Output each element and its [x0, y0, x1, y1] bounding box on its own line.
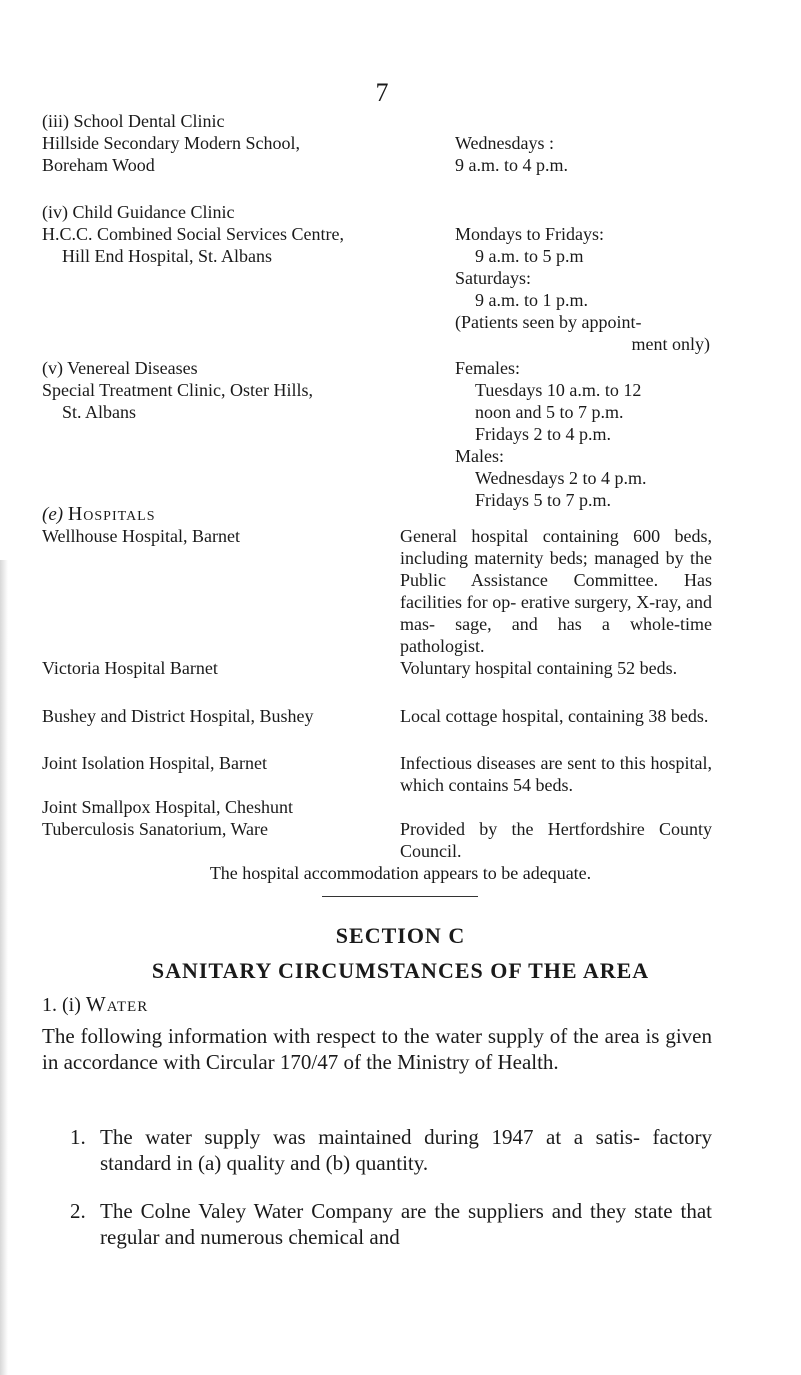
- clinic-v-hours-6: Wednesdays 2 to 4 p.m.: [475, 468, 647, 488]
- clinic-v-hours-1: Females:: [455, 358, 520, 378]
- clinic-iii-line-1: (iii) School Dental Clinic: [42, 111, 225, 131]
- clinic-iv-line-3: Hill End Hospital, St. Albans: [62, 246, 273, 266]
- clinic-iv-hours-4: 9 a.m. to 1 p.m.: [475, 290, 588, 310]
- water-point-2-number: 2.: [70, 1199, 86, 1223]
- water-point-1-number: 1.: [70, 1125, 86, 1149]
- clinic-iv-name: [42, 201, 397, 267]
- section-title: SANITARY CIRCUMSTANCES OF THE AREA: [151, 958, 650, 983]
- clinic-iii-line-3: Boreham Wood: [42, 155, 155, 175]
- clinic-iv-hours-2: 9 a.m. to 5 p.m: [475, 246, 584, 266]
- clinic-iv-line-1: (iv) Child Guidance Clinic: [42, 202, 235, 222]
- clinic-iii-name: [42, 110, 397, 176]
- clinic-v-hours-4: Fridays 2 to 4 p.m.: [475, 424, 612, 444]
- clinic-iii-hours: [455, 132, 755, 176]
- hospital-desc-isolation: Infectious diseases are sent to this hospital, which contains 54 beds.: [400, 753, 712, 795]
- hospital-name-bushey: Bushey and District Hospital, Bushey: [42, 706, 314, 726]
- hospital-name-tuberculosis: Tuberculosis Sanatorium, Ware: [42, 819, 269, 839]
- clinic-iv-hours: [455, 223, 755, 355]
- page-number: 7: [375, 78, 389, 107]
- water-point-1-text: The water supply was maintained during 1947 at a satis- factory standard in (a) quality and (b) quantity.: [100, 1125, 712, 1175]
- clinic-v-line-3: St. Albans: [62, 402, 137, 422]
- hospital-desc-wellhouse: General hospital containing 600 beds, including maternity beds; managed by the Public Assistance Committee. Has facilities for op- erative surgery, X-ray, and mas- sage, and has a whole-time pathologist.: [400, 526, 712, 656]
- water-heading: [42, 992, 148, 1017]
- hospitals-heading: [42, 503, 156, 526]
- hospital-desc-victoria: Voluntary hospital containing 52 beds.: [400, 658, 678, 678]
- water-point-2-text: The Colne Valey Water Company are the suppliers and they state that regular and numerous chemical and: [100, 1199, 712, 1249]
- hospital-desc-bushey: Local cottage hospital, containing 38 beds.: [400, 706, 709, 726]
- clinic-iii-line-2: Hillside Secondary Modern School,: [42, 133, 300, 153]
- clinic-v-hours-2: Tuesdays 10 a.m. to 12: [475, 380, 642, 400]
- section-label: SECTION C: [335, 923, 466, 948]
- clinic-iv-hours-6: ment only): [631, 334, 710, 354]
- hospital-desc-tuberculosis: Provided by the Hertfordshire County Council.: [400, 819, 712, 861]
- clinic-v-hours-3: noon and 5 to 7 p.m.: [475, 402, 624, 422]
- clinic-v-name: [42, 357, 397, 423]
- clinic-iii-hours-1: Wednesdays :: [455, 133, 555, 153]
- hospital-name-smallpox: Joint Smallpox Hospital, Cheshunt: [42, 797, 294, 817]
- clinic-iv-line-2: H.C.C. Combined Social Services Centre,: [42, 224, 344, 244]
- clinic-iv-hours-1: Mondays to Fridays:: [455, 224, 605, 244]
- clinic-iv-hours-5: (Patients seen by appoint-: [455, 312, 642, 332]
- hospital-name-wellhouse: Wellhouse Hospital, Barnet: [42, 526, 241, 546]
- section-divider: [322, 896, 478, 897]
- hospital-name-isolation: Joint Isolation Hospital, Barnet: [42, 753, 267, 773]
- water-heading-number: 1.: [42, 994, 57, 1016]
- clinic-v-hours-7: Fridays 5 to 7 p.m.: [475, 490, 612, 510]
- clinic-iv-hours-3: Saturdays:: [455, 268, 531, 288]
- accommodation-note: The hospital accommodation appears to be adequate.: [209, 863, 592, 883]
- clinic-v-line-1: (v) Venereal Diseases: [42, 358, 198, 378]
- clinic-iii-hours-2: 9 a.m. to 4 p.m.: [455, 155, 568, 175]
- clinic-v-hours: [455, 357, 755, 511]
- hospitals-heading-title: Hospitals: [67, 503, 156, 525]
- water-intro-text: The following information with respect to the water supply of the area is given in accordance with Circular 170/47 of the Ministry of Health.: [42, 1024, 712, 1074]
- water-point-2: [70, 1198, 712, 1250]
- water-point-1: [70, 1124, 712, 1176]
- water-intro: [42, 1023, 712, 1075]
- water-heading-sub: (i): [62, 994, 81, 1016]
- water-heading-title: Water: [85, 992, 149, 1016]
- hospital-name-victoria: Victoria Hospital Barnet: [42, 658, 218, 678]
- hospitals-heading-letter: (e): [42, 504, 64, 525]
- clinic-v-hours-5: Males:: [455, 446, 504, 466]
- clinic-v-line-2: Special Treatment Clinic, Oster Hills,: [42, 380, 313, 400]
